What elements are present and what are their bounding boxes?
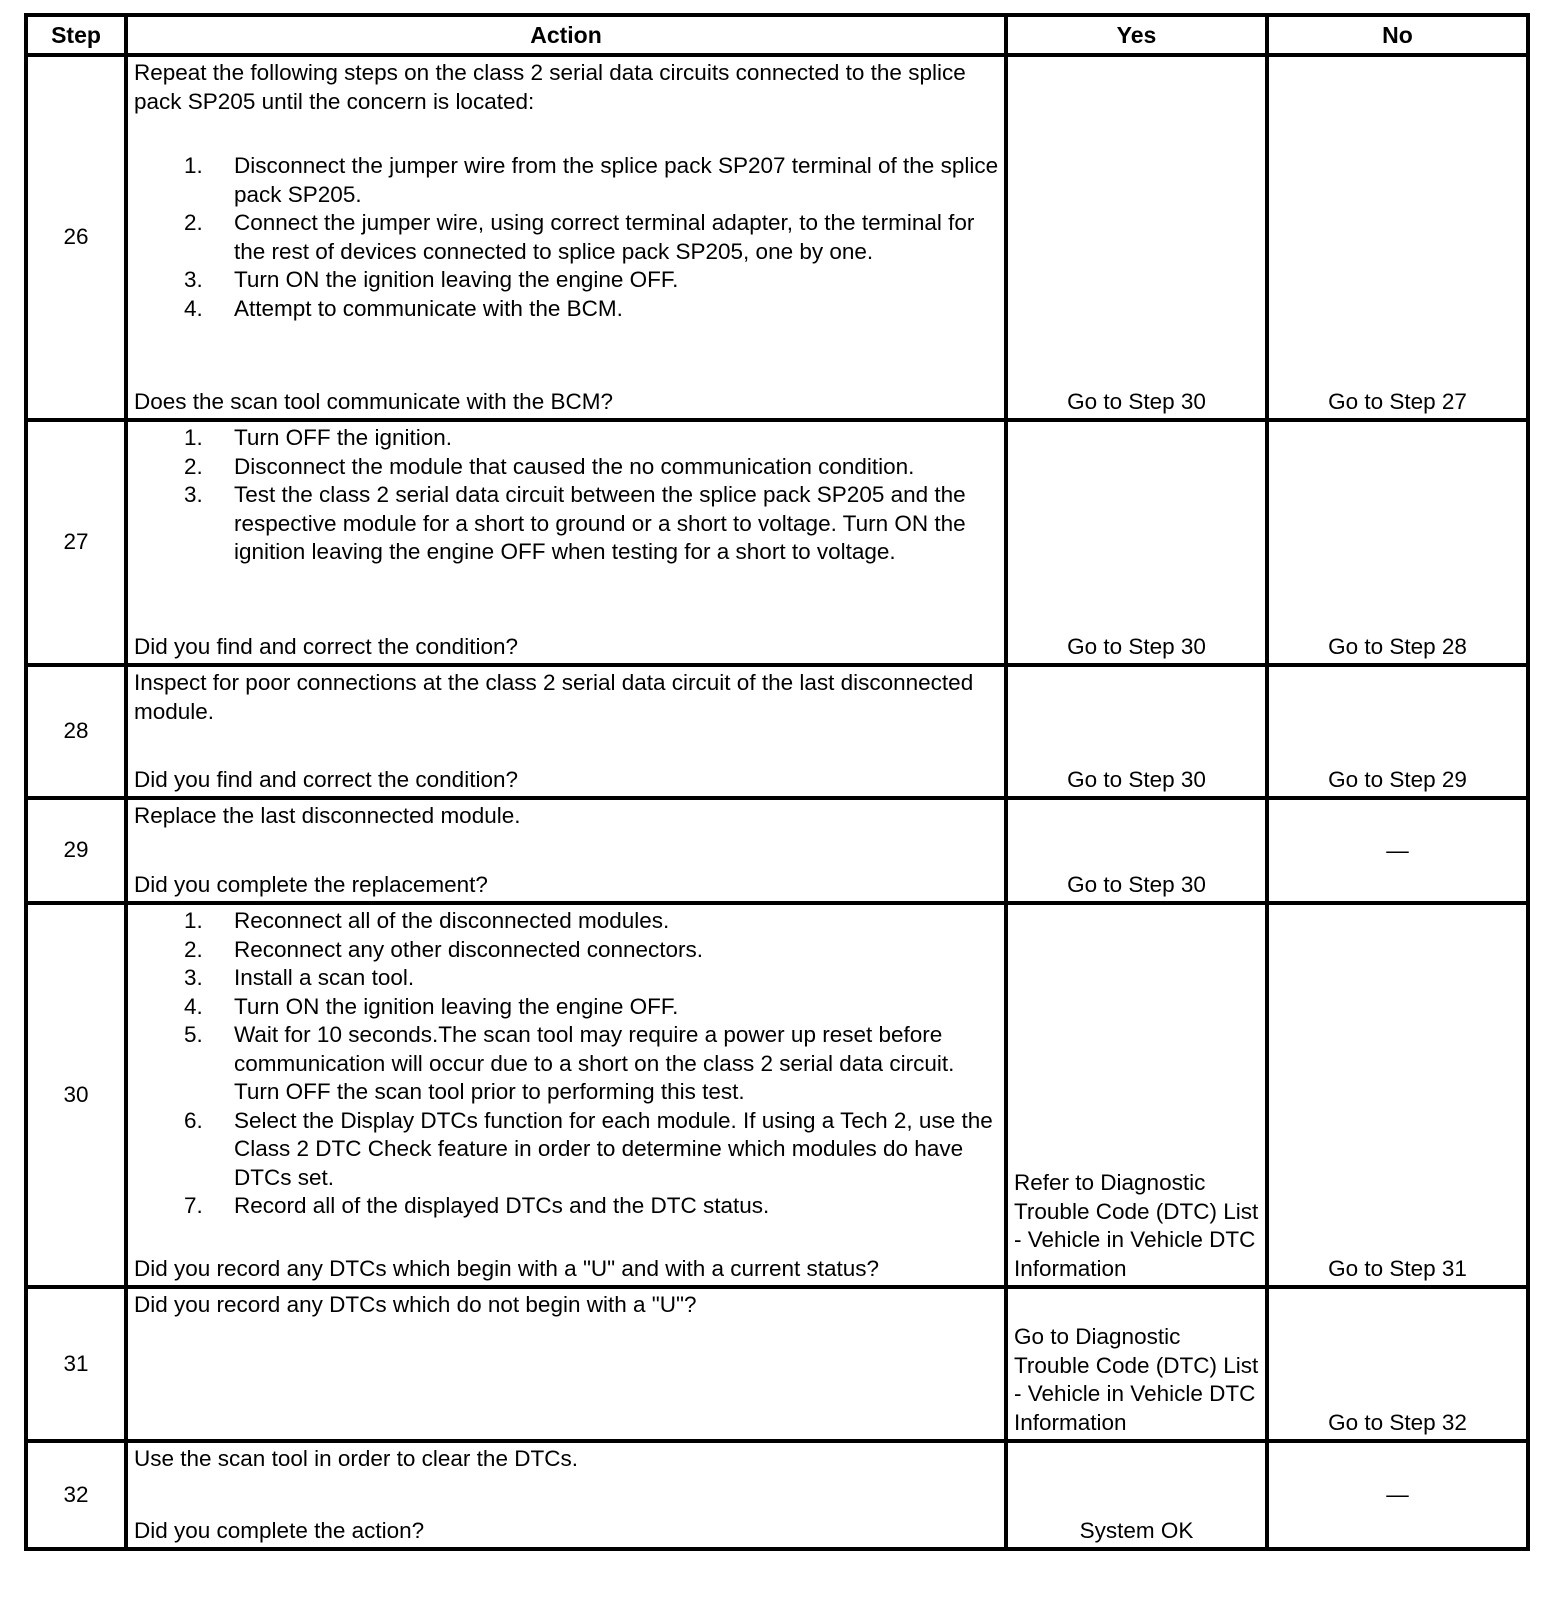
no-cell (1267, 903, 1528, 1287)
no-outcome: Go to Step 28 (1328, 633, 1467, 659)
action-question: Did you record any DTCs which do not begin with a "U"? (134, 1292, 697, 1317)
table-row (26, 798, 1528, 903)
action-steps (134, 152, 1000, 323)
action-cell (126, 1287, 1006, 1441)
action-cell (126, 665, 1006, 798)
header-no: No (1267, 15, 1528, 55)
no-cell (1267, 665, 1528, 798)
no-cell (1267, 1287, 1528, 1441)
header-yes: Yes (1006, 15, 1267, 55)
yes-outcome: Go to Step 30 (1067, 388, 1206, 414)
action-question: Did you find and correct the condition? (134, 633, 518, 659)
action-question: Did you complete the action? (134, 1517, 425, 1543)
yes-outcome: Go to Step 30 (1067, 633, 1206, 659)
yes-cell (1006, 798, 1267, 903)
action-question: Did you find and correct the condition? (134, 766, 518, 792)
step-number: 28 (26, 665, 126, 798)
list-item: 7. Record all of the displayed DTCs and the DTC status. (184, 1193, 770, 1218)
action-intro: Use the scan tool in order to clear the DTCs. (134, 1446, 578, 1471)
action-cell (126, 420, 1006, 665)
list-item: 2. Disconnect the module that caused the no communication condition. (184, 453, 915, 479)
no-outcome: Go to Step 27 (1328, 388, 1467, 414)
table-row (26, 1287, 1528, 1441)
list-item: 2. Reconnect any other disconnected connectors. (184, 936, 704, 962)
yes-cell (1006, 903, 1267, 1287)
table-row (26, 55, 1528, 420)
yes-outcome: System OK (1079, 1517, 1194, 1543)
no-outcome: Go to Step 29 (1328, 766, 1467, 792)
action-cell (126, 1441, 1006, 1549)
yes-cell (1006, 55, 1267, 420)
step-number: 32 (26, 1441, 126, 1549)
diagnostic-table (24, 13, 1530, 1551)
action-steps (134, 907, 1000, 1221)
list-item: 3. Turn ON the ignition leaving the engine OFF. (184, 267, 679, 292)
yes-cell (1006, 420, 1267, 665)
yes-outcome: Go to Step 30 (1067, 871, 1206, 897)
action-cell (126, 903, 1006, 1287)
step-number: 27 (26, 420, 126, 665)
header-step: Step (26, 15, 126, 55)
no-outcome: Go to Step 31 (1328, 1255, 1467, 1281)
no-cell (1267, 55, 1528, 420)
step-number: 29 (26, 798, 126, 903)
list-item: 4. Turn ON the ignition leaving the engine OFF. (184, 993, 679, 1019)
list-item: 4. Attempt to communicate with the BCM. (184, 295, 623, 321)
no-outcome-dash: — (1386, 1481, 1409, 1507)
list-item: 2. Connect the jumper wire, using correct terminal adapter, to the terminal for the rest of devices connected to splice pack SP205, one by one. (184, 210, 975, 264)
list-item: 1. Turn OFF the ignition. (184, 425, 453, 450)
yes-outcome: Go to Step 30 (1067, 766, 1206, 792)
table-row (26, 420, 1528, 665)
no-outcome-dash: — (1386, 837, 1409, 863)
action-cell (126, 55, 1006, 420)
action-cell (126, 798, 1006, 903)
list-item: 6. Select the Display DTCs function for each module. If using a Tech 2, use the Class 2 DTC Check feature in order to determine which modules do have DTCs set. (184, 1107, 993, 1190)
no-outcome: Go to Step 32 (1328, 1409, 1467, 1435)
yes-outcome: Go to Diagnostic Trouble Code (DTC) List - Vehicle in Vehicle DTC Information (1014, 1324, 1259, 1435)
header-row (26, 15, 1528, 55)
yes-cell (1006, 1287, 1267, 1441)
list-item: 3. Test the class 2 serial data circuit between the splice pack SP205 and the respective module for a short to ground or a short to voltage. Turn ON the ignition leaving the engine OFF when testing for a short to voltage. (184, 482, 966, 564)
yes-cell (1006, 1441, 1267, 1549)
action-steps (134, 424, 1000, 567)
step-number: 26 (26, 55, 126, 420)
action-intro: Replace the last disconnected module. (134, 803, 521, 828)
list-item: 3. Install a scan tool. (184, 965, 415, 990)
table-row (26, 903, 1528, 1287)
no-cell (1267, 798, 1528, 903)
action-question: Did you record any DTCs which begin with a "U" and with a current status? (134, 1255, 880, 1281)
step-number: 31 (26, 1287, 126, 1441)
action-intro: Repeat the following steps on the class 2 serial data circuits connected to the splice pack SP205 until the concern is located: (134, 60, 966, 114)
yes-outcome: Refer to Diagnostic Trouble Code (DTC) List - Vehicle in Vehicle DTC Information (1014, 1170, 1259, 1281)
action-intro: Inspect for poor connections at the class 2 serial data circuit of the last disconnected module. (134, 670, 974, 724)
action-question: Did you complete the replacement? (134, 871, 488, 897)
list-item: 1. Disconnect the jumper wire from the splice pack SP207 terminal of the splice pack SP205. (184, 153, 999, 207)
no-cell (1267, 420, 1528, 665)
step-number: 30 (26, 903, 126, 1287)
table-row (26, 665, 1528, 798)
list-item: 5. Wait for 10 seconds.The scan tool may require a power up reset before communication will occur due to a short on the class 2 serial data circuit. Turn OFF the scan tool prior to performing this test. (184, 1022, 955, 1104)
yes-cell (1006, 665, 1267, 798)
header-action: Action (126, 15, 1006, 55)
table-row (26, 1441, 1528, 1549)
no-cell (1267, 1441, 1528, 1549)
list-item: 1. Reconnect all of the disconnected modules. (184, 908, 670, 933)
action-question: Does the scan tool communicate with the BCM? (134, 388, 613, 414)
